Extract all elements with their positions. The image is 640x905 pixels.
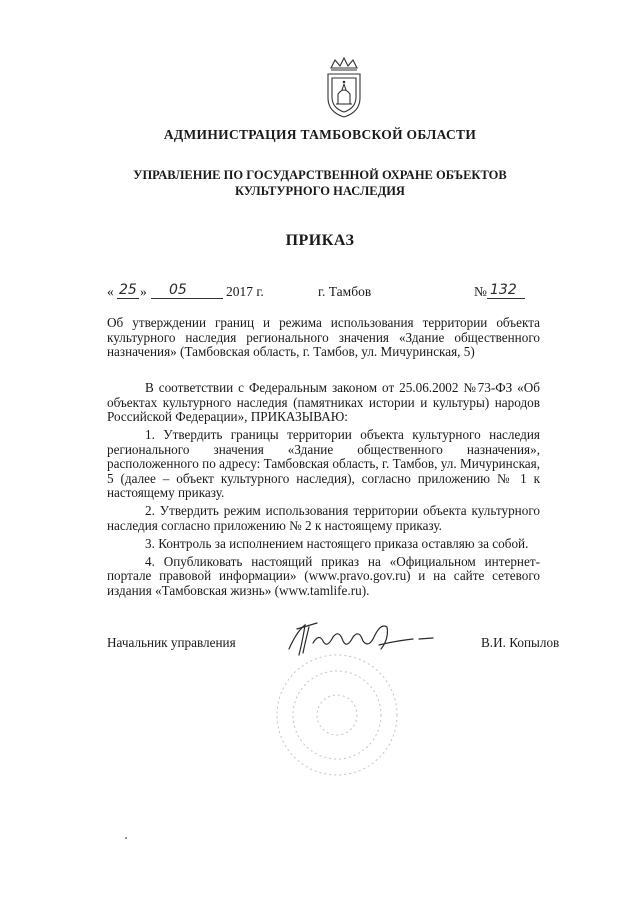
document-number-underline bbox=[487, 298, 525, 299]
date-day: 25 bbox=[119, 282, 137, 298]
tambov-coat-of-arms-icon bbox=[323, 54, 365, 120]
body-item-4: 4. Опубликовать настоящий приказ на «Официальном интернет-портале правовой информации» (www.pravo.gov.ru) и на сайте сетевого издания «Тамбовская жизнь» (www.tamlife.ru). bbox=[107, 553, 540, 598]
date-month-underline bbox=[151, 298, 223, 299]
body-item-3: 3. Контроль за исполнением настоящего приказа оставляю за собой. bbox=[145, 535, 529, 551]
scan-speck bbox=[125, 837, 127, 839]
date-quote-open: « bbox=[107, 284, 114, 299]
administration-title: АДМИНИСТРАЦИЯ ТАМБОВСКОЙ ОБЛАСТИ bbox=[163, 127, 477, 142]
body-preamble: В соответствии с Федеральным законом от 25.06.2002 №73-ФЗ «Об объектах культурного наследия (памятниках истории и культуры) народов Российской Федерации», ПРИКАЗЫВАЮ: bbox=[107, 380, 540, 424]
department-title-line2: КУЛЬТУРНОГО НАСЛЕДИЯ bbox=[235, 184, 405, 198]
department-title bbox=[0, 167, 640, 199]
department-title-line1: УПРАВЛЕНИЕ ПО ГОСУДАРСТВЕННОЙ ОХРАНЕ ОБЪЕКТОВ bbox=[133, 168, 507, 182]
document-subject: Об утверждении границ и режима использования территории объекта культурного наследия регионального значения «Здание общественного назначения» (Тамбовская область, г. Тамбов, ул. Мичуринская, 5) bbox=[107, 315, 540, 359]
document-number: 132 bbox=[490, 282, 517, 298]
body-item-1: 1. Утвердить границы территории объекта культурного наследия регионального значения «Здание общественного назначения», расположенного по адресу: Тамбовская область, г. Тамбов, ул. Мичуринская, 5 (далее – объект культурного наследия), согласно приложению № 1 к настоящему приказу. bbox=[107, 427, 540, 500]
body-item-2: 2. Утвердить режим использования территории объекта культурного наследия согласно приложению № 2 к настоящему приказу. bbox=[107, 503, 540, 533]
number-prefix: № bbox=[474, 284, 487, 299]
signer-name: В.И. Копылов bbox=[481, 635, 560, 650]
signer-position: Начальник управления bbox=[107, 635, 236, 650]
faded-stamp-icon bbox=[272, 650, 402, 780]
document-body bbox=[107, 381, 540, 602]
date-year: 2017 г. bbox=[226, 284, 264, 299]
document-meta-row bbox=[107, 282, 537, 302]
date-quote-close: » bbox=[140, 284, 147, 299]
city: г. Тамбов bbox=[318, 284, 372, 299]
date-day-underline bbox=[117, 298, 139, 299]
document-type-title: ПРИКАЗ bbox=[285, 232, 355, 249]
date-month: 05 bbox=[169, 282, 187, 298]
